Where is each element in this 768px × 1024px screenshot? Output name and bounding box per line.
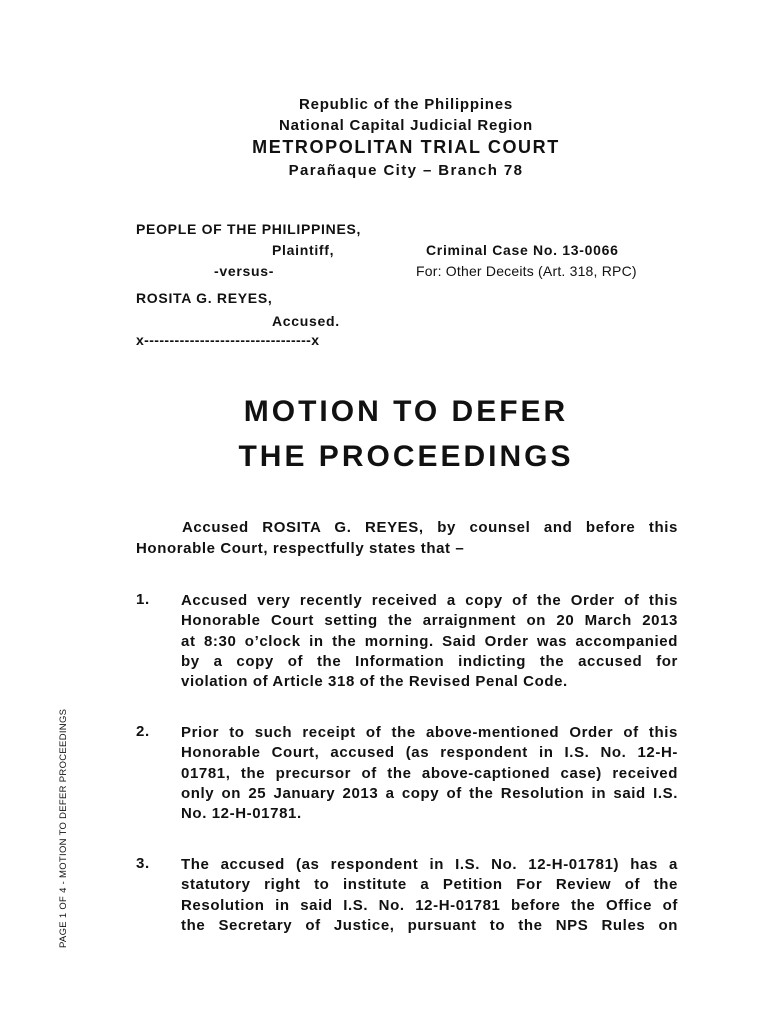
document-title-line1: MOTION TO DEFER — [243, 395, 569, 428]
accused-name: ROSITA G. REYES, — [136, 290, 273, 306]
paragraph-1-line: Honorable Court setting the arraignment on 20 March 2013 — [181, 612, 678, 630]
offense-label: For: Other Deceits (Art. 318, RPC) — [416, 263, 637, 279]
paragraph-1-number: 1. — [136, 591, 150, 608]
paragraph-2-line: No. 12-H-01781. — [181, 805, 302, 823]
header-republic: Republic of the Philippines — [298, 96, 514, 113]
plaintiff-role: Plaintiff, — [272, 242, 335, 258]
paragraph-3-line: statutory right to institute a Petition For Review of the — [181, 876, 678, 894]
versus-label: -versus- — [214, 263, 275, 279]
paragraph-2 — [181, 723, 678, 824]
intro-line-2-wrap — [136, 539, 464, 559]
paragraph-2-number: 2. — [136, 723, 150, 740]
paragraph-2-line: Prior to such receipt of the above-mentioned Order of this — [181, 724, 678, 741]
caption-separator: x---------------------------------x — [136, 332, 320, 348]
paragraph-3-line: The accused (as respondent in I.S. No. 12-H-01781) has a — [181, 856, 678, 873]
paragraph-1-line: by a copy of the Information indicting the accused for — [181, 652, 678, 670]
header-court: METROPOLITAN TRIAL COURT — [252, 137, 560, 157]
paragraph-2-line: Honorable Court, accused (as respondent in I.S. No. 12-H- — [181, 744, 678, 762]
paragraph-2-line: only on 25 January 2013 a copy of the Resolution in said I.S. — [181, 784, 678, 802]
document-title-line2: THE PROCEEDINGS — [238, 440, 574, 473]
paragraph-1-line: Accused very recently received a copy of the Order of this — [181, 592, 678, 609]
paragraph-2-line: 01781, the precursor of the above-captioned case) received — [181, 764, 678, 782]
accused-role: Accused. — [272, 313, 340, 329]
case-number: Criminal Case No. 13-0066 — [426, 242, 619, 258]
side-page-label: PAGE 1 OF 4 - MOTION TO DEFER PROCEEDINGS — [58, 708, 69, 948]
paragraph-3-number: 3. — [136, 855, 150, 872]
header-branch: Parañaque City – Branch 78 — [288, 162, 524, 179]
paragraph-1-line: violation of Article 318 of the Revised Penal Code. — [181, 673, 568, 691]
paragraph-1-line: at 8:30 o’clock in the morning. Said Order was accompanied — [181, 632, 678, 650]
paragraph-3-line: Resolution in said I.S. No. 12-H-01781 before the Office of — [181, 896, 678, 914]
paragraph-1 — [181, 591, 678, 692]
plaintiff-name: PEOPLE OF THE PHILIPPINES, — [136, 221, 362, 237]
paragraph-3-line: the Secretary of Justice, pursuant to the NPS Rules on — [181, 916, 678, 934]
intro-line-1-wrap — [182, 518, 678, 538]
paragraph-3 — [181, 855, 678, 936]
intro-line-1: Accused ROSITA G. REYES, by counsel and before this — [182, 519, 678, 536]
header-region: National Capital Judicial Region — [279, 117, 533, 134]
intro-line-2: Honorable Court, respectfully states that – — [136, 540, 465, 557]
